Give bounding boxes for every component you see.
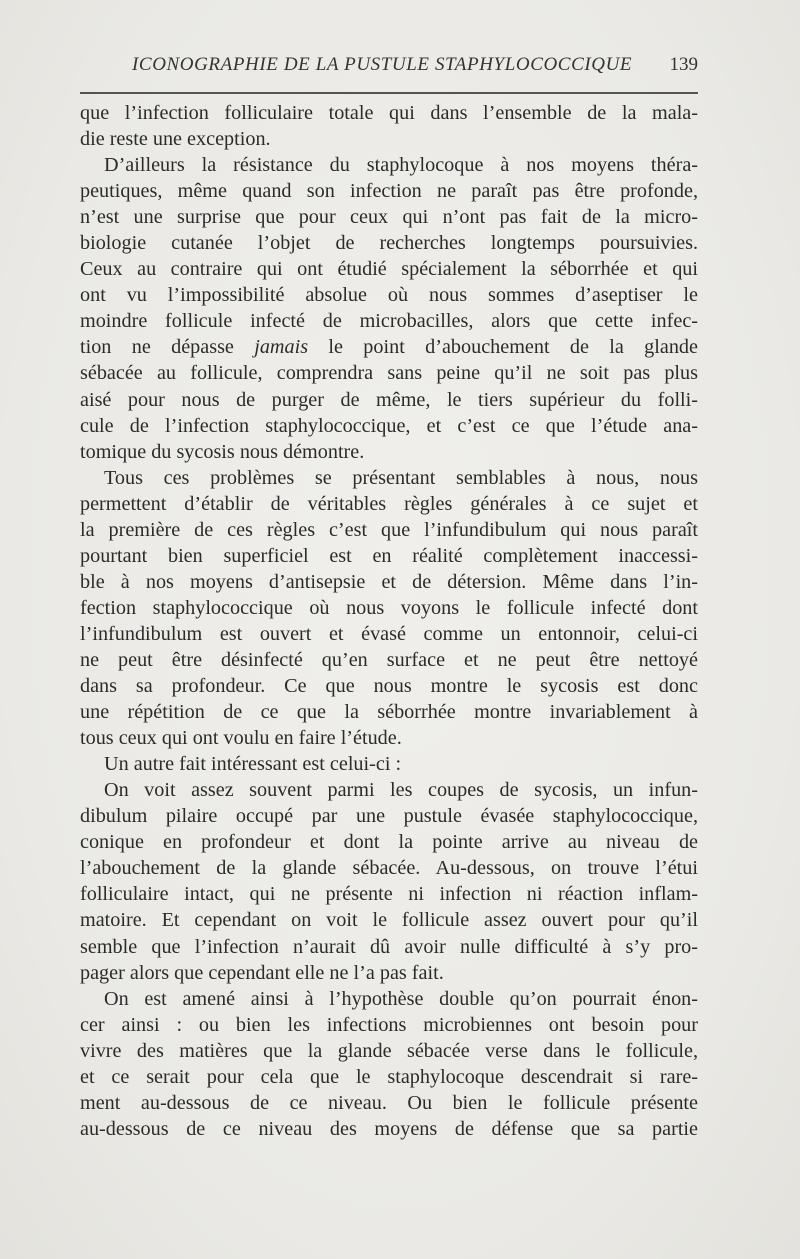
text-line: On voit assez souvent parmi les coupes de sycosis, un infun-	[104, 779, 698, 802]
running-title: ICONOGRAPHIE DE LA PUSTULE STAPHYLOCOCCIQUE	[132, 54, 633, 75]
text-line: peutiques, même quand son infection ne paraît pas être profonde,	[80, 180, 698, 203]
text-line: n’est une surprise que pour ceux qui n’ont pas fait de la micro-	[80, 206, 698, 229]
text-line: l’abouchement de la glande sébacée. Au-dessous, on trouve l’étui	[80, 857, 698, 880]
text-line: l’infundibulum est ouvert et évasé comme un entonnoir, celui-ci	[80, 622, 698, 645]
text-line: ble à nos moyens d’antisepsie et de détersion. Même dans l’in-	[80, 570, 698, 593]
text-line: dans sa profondeur. Ce que nous montre le sycosis est donc	[80, 675, 698, 698]
body-text	[80, 100, 698, 1142]
text-line: folliculaire intact, qui ne présente ni infection ni réaction inflam-	[80, 883, 698, 906]
text-line: une répétition de ce que la séborrhée montre invariablement à	[80, 701, 698, 724]
text-line: Tous ces problèmes se présentant semblables à nous, nous	[104, 466, 698, 489]
text-line: ne peut être désinfecté qu’en surface et ne peut être nettoyé	[80, 648, 698, 671]
text-line: ment au-dessous de ce niveau. Ou bien le follicule présente	[80, 1091, 698, 1114]
text-line: fection staphylococcique où nous voyons le follicule infecté dont	[80, 596, 698, 619]
text-line: au-dessous de ce niveau des moyens de défense que sa partie	[80, 1117, 698, 1140]
text-line: conique en profondeur et dont la pointe arrive au niveau de	[80, 831, 698, 854]
text-line: cule de l’infection staphylococcique, et c’est ce que l’étude ana-	[80, 414, 698, 437]
header-rule	[80, 92, 698, 94]
text-line	[80, 334, 698, 360]
page-header	[80, 52, 698, 82]
text-line: pourtant bien superficiel est en réalité complètement inaccessi-	[80, 544, 698, 567]
text-line: tomique du sycosis nous démontre.	[80, 440, 365, 463]
text-segment: tion ne dépasse	[80, 336, 255, 359]
text-line: vivre des matières que la glande sébacée verse dans le follicule,	[80, 1039, 698, 1062]
page-number: 139	[669, 54, 698, 75]
text-line: sébacée au follicule, comprendra sans peine qu’il ne soit pas plus	[80, 362, 698, 385]
text-line: Un autre fait intéressant est celui-ci :	[104, 753, 402, 776]
text-line: dibulum pilaire occupé par une pustule évasée staphylococcique,	[80, 805, 698, 828]
text-line: die reste une exception.	[80, 128, 271, 151]
text-line: que l’infection folliculaire totale qui dans l’ensemble de la mala-	[80, 102, 698, 124]
emphasized-word: jamais	[254, 336, 309, 359]
text-line: moindre follicule infecté de microbacilles, alors que cette infec-	[80, 310, 698, 333]
text-line: semble que l’infection n’aurait dû avoir nulle difficulté à s’y pro-	[80, 935, 698, 958]
text-line: aisé pour nous de purger de même, le tiers supérieur du folli-	[80, 388, 698, 411]
text-line: cer ainsi : ou bien les infections microbiennes ont besoin pour	[80, 1013, 698, 1036]
text-line: D’ailleurs la résistance du staphylocoque à nos moyens théra-	[104, 154, 698, 177]
text-line: pager alors que cependant elle ne l’a pas fait.	[80, 961, 444, 984]
text-line: matoire. Et cependant on voit le follicule assez ouvert pour qu’il	[80, 909, 698, 932]
text-line: On est amené ainsi à l’hypothèse double qu’on pourrait énon-	[104, 987, 698, 1010]
text-line: tous ceux qui ont voulu en faire l’étude.	[80, 727, 402, 750]
text-line: et ce serait pour cela que le staphylocoque descendrait si rare-	[80, 1065, 698, 1088]
text-line: biologie cutanée l’objet de recherches longtemps poursuivies.	[80, 232, 698, 255]
text-segment: le point d’abouchement de la glande	[308, 336, 698, 359]
text-line: ont vu l’impossibilité absolue où nous sommes d’aseptiser le	[80, 284, 698, 307]
text-line: la première de ces règles c’est que l’infundibulum qui nous paraît	[80, 518, 698, 541]
text-line: Ceux au contraire qui ont étudié spécialement la séborrhée et qui	[80, 258, 698, 281]
text-line: permettent d’établir de véritables règles générales à ce sujet et	[80, 492, 698, 515]
